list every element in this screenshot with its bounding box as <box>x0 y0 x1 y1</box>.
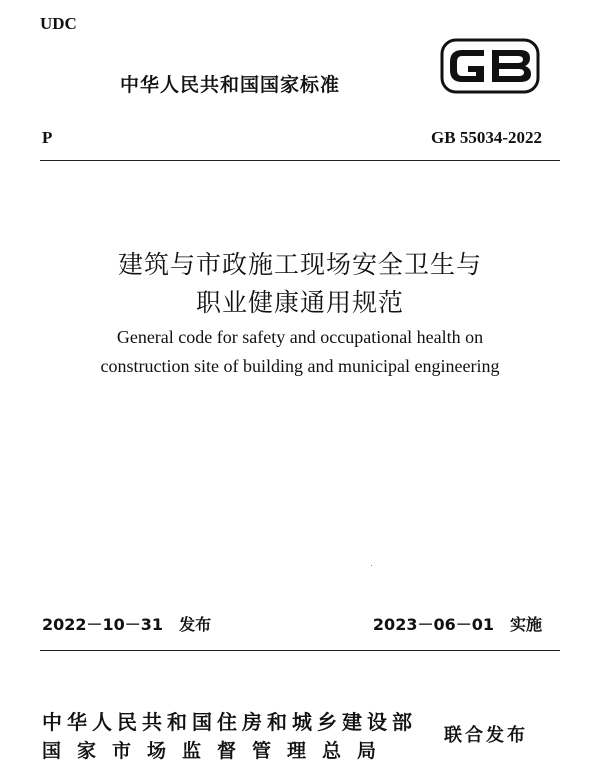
title-chinese-line-2: 职业健康通用规范 <box>195 288 404 317</box>
issuer-administration: 国家市场监督管理总局 <box>42 740 393 762</box>
standard-type: 中华人民共和国国家标准 <box>120 74 341 96</box>
title-chinese-line-1: 建筑与市政施工现场安全卫生与 <box>117 250 482 279</box>
issuer-ministry: 中华人民共和国住房和城乡建设部 <box>42 710 417 734</box>
title-english-line-1: General code for safety and occupational health on <box>116 327 484 347</box>
title-english-line-2: construction site of building and municipal engineering <box>100 356 500 376</box>
standard-number: GB 55034-2022 <box>431 128 542 147</box>
implementation-date: 2023－06－01 实施 <box>372 615 542 634</box>
speck <box>371 565 372 566</box>
joint-issue-label: 联合发布 <box>444 725 528 746</box>
bottom-divider <box>40 650 560 651</box>
udc-label: UDC <box>40 14 77 33</box>
classification-letter: P <box>42 128 53 147</box>
top-divider <box>40 160 560 161</box>
issue-date: 2022－10－31 发布 <box>42 615 212 634</box>
gb-logo-icon <box>440 38 540 94</box>
